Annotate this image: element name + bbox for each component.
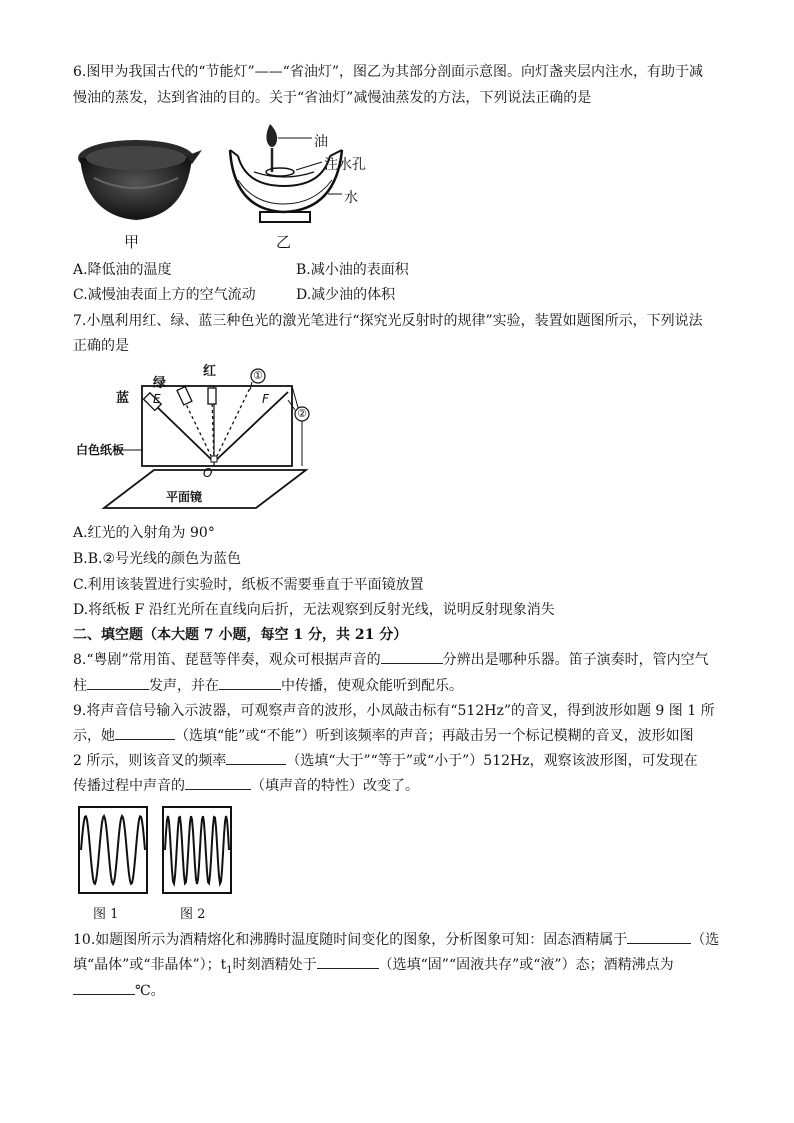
q10-text-2: （选 [691,932,720,948]
label-ray-2: ② [297,407,307,420]
q10-text-6: ℃。 [135,983,165,999]
q9-text-5: 传播过程中声音的 [73,778,185,794]
q7-line2: 正确的是 [73,338,129,354]
figure-yi-caption: 乙 [276,233,292,251]
waveform-2-caption: 图 2 [180,907,206,922]
label-oil: 油 [314,134,328,150]
q6-option-b: B.减小油的表面积 [296,262,409,278]
label-red-laser: 红 [203,364,217,379]
label-blue-laser: 蓝 [116,391,130,406]
section-heading: 二、填空题（本大题 7 小题，每空 1 分，共 21 分） [73,627,408,643]
label-plane-mirror: 平面镜 [166,490,203,504]
label-water: 水 [344,190,358,206]
q6-option-d: D.减少油的体积 [296,287,396,303]
q8-text-1: 8.“粤剧”常用笛、琵琶等伴奏，观众可根据声音的 [73,652,381,668]
q9-line4 [73,774,723,799]
q10-blank-1[interactable] [627,929,691,944]
q8-blank-3[interactable] [219,675,281,690]
q10-text-3: 填“晶体”或“非晶体”）；t [73,957,227,973]
lamp-photo-figure [74,128,204,228]
waveform-1-caption: 图 1 [93,907,119,922]
q6-line2: 慢油的蒸发，达到省油的目的。关于“省油灯”减慢油蒸发的方法，下列说法正确的是 [73,90,592,106]
q7-option-b: B.B.②号光线的颜色为蓝色 [73,551,242,567]
q9-text-6: （填声音的特性）改变了。 [251,778,419,794]
q6-option-c: C.减慢油表面上方的空气流动 [73,287,256,303]
q7-option-a: A.红光的入射角为 90° [73,525,215,541]
q9-line1: 9.将声音信号输入示波器，可观察声音的波形，小凤敲击标有“512Hz”的音叉，得到波形如题 9 图 1 所 [73,703,715,719]
figure-jia-caption: 甲 [124,233,140,251]
label-white-paper: 白色纸板 [76,443,125,457]
q9-line3 [73,749,723,774]
q10-text-1: 10.如题图所示为酒精熔化和沸腾时温度随时间变化的图象，分析图象可知：固态酒精属于 [73,932,628,948]
q8-text-5: 中传播，使观众能听到配乐。 [281,678,463,694]
label-panel-e: E [153,392,161,406]
q8-text-2: 分辨出是哪种乐器。笛子演奏时，管内空气 [442,652,709,668]
q8-line2 [73,674,723,699]
q7-line1: 7.小凰利用红、绿、蓝三种色光的激光笔进行“探究光反射时的规律”实验，装置如题图所示，下列说法 [73,313,703,329]
label-point-o: O [203,466,213,480]
q8-text-3: 柱 [73,678,87,694]
q8-blank-2[interactable] [87,675,149,690]
q10-line1 [73,928,723,953]
q9-blank-1[interactable] [115,725,175,740]
q8-text-4: 发声，并在 [149,678,219,694]
q9-line2 [73,724,723,749]
q9-text-3: 2 所示，则该音叉的频率 [73,753,227,769]
q6-line1: 6.图甲为我国古代的“节能灯”——“省油灯”，图乙为其部分剖面示意图。向灯盏夹层内注水，有助于减 [73,64,703,80]
q9-blank-3[interactable] [185,775,251,790]
q9-text-2: （选填“能”或“不能”）听到该频率的声音；再敲击另一个标记模糊的音叉，波形如图 [175,728,694,744]
label-water-inlet: 注水孔 [324,157,366,173]
q10-text-5: （选填“固”“固液共存”或“液”）态；酒精沸点为 [378,957,674,973]
q8-blank-1[interactable] [381,649,443,664]
q10-line3 [73,979,723,1004]
label-green-laser: 绿 [153,376,167,391]
q9-text-4: （选填“大于”“等于”或“小于”）512Hz，观察该波形图，可发现在 [286,753,698,769]
q10-blank-3[interactable] [73,980,135,995]
label-ray-1: ① [253,369,263,382]
q7-option-c: C.利用该装置进行实验时，纸板不需要垂直于平面镜放置 [73,577,424,593]
q10-blank-2[interactable] [317,954,379,969]
q9-blank-2[interactable] [226,750,286,765]
q10-subscript: 1 [226,964,233,976]
q9-text-1: 示，她 [73,728,115,744]
q10-text-4: 时刻酒精处于 [232,957,317,973]
q6-option-a: A.降低油的温度 [73,262,172,278]
q8-line1 [73,648,723,673]
label-panel-f: F [262,392,269,406]
waveform-figure-1 [78,806,148,894]
waveform-figure-2 [162,806,232,894]
q7-option-d: D.将纸板 F 沿红光所在直线向后折，无法观察到反射光线，说明反射现象消失 [73,602,555,618]
